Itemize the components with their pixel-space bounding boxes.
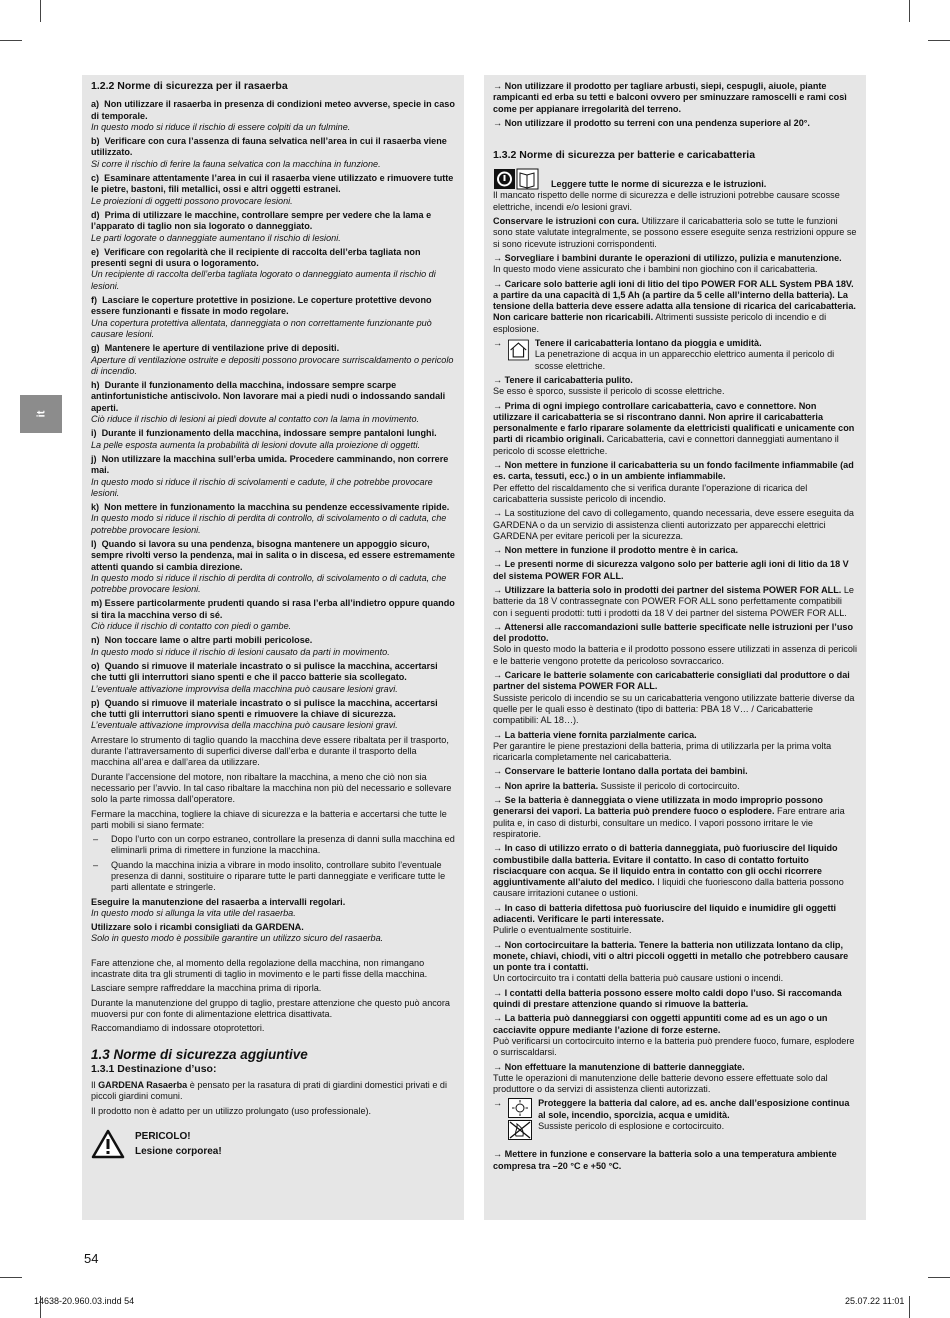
- rule-text: k) Non mettere in funzionamento la macchina su pendenze eccessivamente ripide.: [91, 502, 450, 513]
- crop-mark: [40, 0, 41, 22]
- paragraph: Tutte le operazioni di manutenzione delle batterie devono essere effettuate solo dal produttore o da servizi di assistenza clienti autorizzati.: [493, 1072, 828, 1095]
- rule: Non mettere in funzione il prodotto mentre è in carica.: [504, 545, 739, 556]
- paragraph: Durante la manutenzione del gruppo di taglio, prestare attenzione che questo può ancora muoversi pur con fonte di alimentazione elettrica disattivata.: [91, 997, 450, 1019]
- rule-item: [91, 247, 455, 292]
- rule: Non effettuare la manutenzione di batterie danneggiate.: [504, 1061, 745, 1072]
- text: Il: [91, 1080, 99, 1091]
- rule-note: Le proiezioni di oggetti possono provocare lesioni.: [91, 195, 293, 206]
- danger-label: PERICOLO!: [135, 1130, 191, 1142]
- rule: La batteria viene fornita parzialmente carica.: [504, 729, 697, 740]
- paragraph: Solo in questo modo la batteria e il prodotto possono essere utilizzati in assenza di pericoli e le batterie vengono protette da pericoloso sovraccarico.: [493, 644, 857, 666]
- paragraph: In questo modo viene assicurato che i bambini non giochino con il caricabatteria.: [493, 264, 818, 275]
- rule-item: [91, 343, 455, 377]
- rule-note: Una copertura protettiva allentata, danneggiata o non correttamente funzionante può causare lesioni.: [91, 317, 432, 339]
- dash-item: – Dopo l’urto con un corpo estraneo, controllare la presenza di danni sulla macchina ed eliminarli prima di rimettere in funzione la macchina.: [91, 834, 455, 857]
- paragraph: Se esso è sporco, sussiste il pericolo di scosse elettriche.: [493, 386, 725, 397]
- rule-item: [91, 598, 455, 632]
- rule-text: l) Quando si lavora su una pendenza, bisogna mantenere un appoggio sicuro, sempre rivolti verso la pendenza, mai in salita o in discesa, ed essere estremamente attenti quando si cambia direzione.: [91, 538, 455, 572]
- warning-triangle-icon: [91, 1129, 125, 1159]
- rule-note: La pelle esposta aumenta la probabilità di lesioni dovute alla proiezione di oggetti.: [91, 439, 421, 450]
- rule-item: [91, 295, 455, 340]
- rule-note: In questo modo si riduce il rischio di essere colpiti da un fulmine.: [91, 121, 351, 132]
- rule: Sorvegliare i bambini durante le operazioni di utilizzo, pulizia e manutenzione.: [504, 252, 842, 263]
- paragraph: Pulirle o eventualmente sostituirle.: [493, 925, 632, 936]
- rule-text: e) Verificare con regolarità che il recipiente di raccolta dell’erba tagliata non presenti segni di usura o logoramento.: [91, 246, 421, 269]
- rule-item: [91, 99, 455, 133]
- rule-item: [91, 173, 455, 207]
- intended-use: [91, 1080, 455, 1103]
- rule: Attenersi alle raccomandazioni sulle batterie specificate nelle istruzioni per l’uso del prodotto.: [493, 621, 853, 644]
- rule-note: Un recipiente di raccolta dell’erba tagliata logorato o danneggiato aumenta il rischio di lesioni.: [91, 269, 436, 291]
- rule-text: b) Verificare con cura l’assenza di fauna selvatica nell’area in cui il rasaerba viene utilizzato.: [91, 136, 447, 158]
- rule-text: f) Lasciare le coperture protettive in posizione. Le coperture protettive devono essere funzionanti e fissate in modo regolare.: [91, 295, 432, 317]
- no-fire-icon: [508, 1120, 532, 1140]
- crop-mark: [909, 1296, 910, 1318]
- maintenance-rule: Eseguire la manutenzione del rasaerba a intervalli regolari.: [91, 896, 346, 907]
- paragraph: Un cortocircuito tra i contatti della batteria può causare ustioni o incendi.: [493, 973, 784, 984]
- paragraph: Durante l’accensione del motore, non ribaltare la macchina, a meno che ciò non sia necessario per l’avvio. In tal caso ribaltare la macchina non più del necessario e sollevare solo la parte rimossa dall’operatore.: [91, 771, 452, 805]
- danger-text: Lesione corporea!: [135, 1146, 222, 1158]
- rule-text: g) Mantenere le aperture di ventilazione prive di depositi.: [91, 343, 340, 354]
- read-manual-icon: [493, 168, 539, 190]
- rule-text: d) Prima di utilizzare le macchine, controllare sempre per vedere che la lama e l’apparato di taglio non sia logorato o danneggiato.: [91, 209, 432, 232]
- paragraph: Il prodotto non è adatto per un utilizzo prolungato (uso professionale).: [91, 1105, 372, 1116]
- read-instructions-rule: Leggere tutte le norme di sicurezza e le istruzioni.: [551, 179, 767, 190]
- rule-item: [91, 454, 455, 499]
- rule: Conservare le istruzioni con cura.: [493, 216, 640, 227]
- rule: In caso di batteria difettosa può fuoriuscire del liquido e inumidire gli oggetti adiacenti. Verificare le parti interessate.: [493, 902, 837, 924]
- rule-note: Ciò riduce il rischio di lesioni ai piedi dovute al contatto con la lama in movimento.: [91, 414, 420, 425]
- rule: Tenere il caricabatteria lontano da pioggia e umidità.: [534, 338, 762, 349]
- rule-item: [91, 136, 455, 170]
- rule-text: j) Non utilizzare la macchina sull’erba umida. Procedere camminando, non correre mai.: [91, 453, 449, 476]
- crop-mark: [928, 1277, 950, 1278]
- rule: Le presenti norme di sicurezza valgono solo per batterie agli ioni di litio da 18 V del sistema POWER FOR ALL.: [493, 559, 849, 581]
- section-title: 1.3 Norme di sicurezza aggiuntive: [91, 1046, 308, 1062]
- rule-note: Aperture di ventilazione ostruite e depositi possono provocare surriscaldamento o pericolo di incendio.: [91, 354, 454, 376]
- text: Altrimenti sussiste pericolo di incendio e di esplosione.: [493, 312, 827, 334]
- rule: Utilizzare la batteria solo in prodotti dei partner del sistema POWER FOR ALL.: [504, 584, 842, 595]
- rule: Non utilizzare il prodotto per tagliare arbusti, siepi, cespugli, aiuole, piante rampicanti ed erba su tetti e balconi ovvero per sminuzzare ramoscelli e rami così come per appianare irregolarità del terreno.: [493, 81, 847, 114]
- no-heat-icon: [508, 1098, 532, 1118]
- paragraph: Raccomandiamo di indossare otoprotettori.: [91, 1023, 265, 1034]
- brand-name: GARDENA Rasaerba: [98, 1080, 188, 1091]
- language-tab: [20, 395, 62, 433]
- footer-date: 25.07.22 11:01: [845, 1296, 905, 1306]
- rule-note: In questo modo si riduce il rischio di perdita di controllo, di scivolamento o di caduta, che potrebbe provocare lesioni.: [91, 572, 447, 595]
- text: Sussiste il pericolo di cortocircuito.: [598, 780, 740, 791]
- section-heading: 1.2.2 Norme di sicurezza per il rasaerba: [91, 80, 288, 92]
- paragraph: Fare attenzione che, al momento della regolazione della macchina, non rimangano incastrate dita tra gli strumenti di taglio in movimento e le parti fisse della macchina.: [91, 957, 428, 980]
- rule: Non cortocircuitare la batteria. Tenere la batteria non utilizzata lontano da clip, monete, chiavi, chiodi, viti o altri piccoli oggetti in metallo che potrebbero causare un ponte tra i contatti.: [493, 939, 849, 973]
- rule-text: p) Quando si rimuove il materiale incastrato o si pulisce la macchina, accertarsi che tutti gli interruttori siano spenti e rimuovere la chiave di sicurezza.: [91, 697, 438, 720]
- rule: Non aprire la batteria.: [504, 780, 599, 791]
- paragraph: Per effetto del riscaldamento che si verifica durante l’operazione di ricarica del caricabatteria sussiste pericolo di incendio.: [493, 482, 808, 504]
- rule: Conservare le batterie lontano dalla portata dei bambini.: [504, 766, 748, 777]
- rule-note: L’eventuale attivazione improvvisa della macchina può causare lesioni gravi.: [91, 683, 398, 694]
- dash-item: – Quando la macchina inizia a vibrare in modo insolito, controllare subito l’eventuale presenza di danni, sostituire o riparare tutte le parti danneggiate e verificare tutte le parti allentate e stringerle.: [91, 860, 455, 894]
- rule-note: Le parti logorate o danneggiate aumentano il rischio di lesioni.: [91, 232, 341, 243]
- rule-note: In questo modo si riduce il rischio di scivolamenti e cadute, il che potrebbe provocare lesioni.: [91, 476, 433, 498]
- text: La penetrazione di acqua in un apparecchio elettrico aumenta il pericolo di scosse elettriche.: [534, 349, 835, 371]
- right-column: → Non utilizzare il prodotto per tagliare arbusti, siepi, cespugli, aiuole, piante rampicanti ed erba su tetti e balconi ovvero per sminuzzare ramoscelli e rami così come per appianare irregolarità del terreno. → Non utilizzare il prodotto su terreni con una pendenza superiore al 20°. 1.3.2 Norme di sicurezza per batterie e caricabatteria Leggere tutte le norme di sicurezza e le istruzioni. Il mancato rispetto delle norme di sicurezza e delle istruzioni potrebbe causare scosse elettriche, incendi e/o lesioni gravi. Conservare le istruzioni con cura. Utilizzare il caricabatteria solo se tutte le funzioni sono state valutate integralmente, se possono essere eseguite senza restrizioni oppure se si sono ricevute istruzioni corrispondenti. → Sorvegliare i bambini durante le operazioni di utilizzo, pulizia e manutenzione. In questo modo viene assicurato che i bambini non giochino con il caricabatteria. → Caricare solo batterie agli ioni di litio del tipo POWER FOR ALL System PBA 18V. a partire da una capacità di 1,5 Ah (a partire da 5 celle all’interno della batteria). La tensione della batteria deve essere adatta alla tensione di ricarica del caricabatteria. Non caricare batterie non ricaricabili. Altrimenti sussiste pericolo di incendio e di esplosione. → Tenere il caricabatteria lontano da pioggia e umidità. La penetrazione di acqua in un apparecchio elettrico aumenta il pericolo di scosse elettriche. → Tenere il caricabatteria pulito. Se esso è sporco, sussiste il pericolo di scosse elettriche. → Prima di ogni impiego controllare caricabatteria, cavo e connettore. Non utilizzare il caricabatteria se si riscontrano danni. Non aprire il caricabatteria personalmente e farlo riparare solamente da elettricisti qualificati e unicamente con parti di ricambio originali. Caricabatteria, cavi e connettori danneggiati aumentano il pericolo di scosse elettriche. → Non mettere in funzione il caricabatteria su un fondo facilmente infiammabile (ad es. carta, tessuti, ecc.) o in un ambiente infiammabile. Per effetto del riscaldamento che si verifica durante l’operazione di ricarica del caricabatteria sussiste pericolo di incendio. → La sostituzione del cavo di collegamento, quando necessaria, deve essere eseguita da GARDENA o da un servizio di assistenza clienti autorizzato per apparecchi elettrici GARDENA per evitare pericoli per la sicurezza. → Non mettere in funzione il prodotto mentre è in carica. → Le presenti norme di sicurezza valgono solo per batterie agli ioni di litio da 18 V del sistema POWER FOR ALL. → Utilizzare la batteria solo in prodotti dei partner del sistema POWER FOR ALL. Le batterie da 18 V contrassegnate con POWER FOR ALL sono perfettamente compatibili con i seguenti prodotti: tutti i prodotti da 18 V dei partner del sistema POWER FOR ALL. → Attenersi alle raccomandazioni sulle batterie specificate nelle istruzioni per l’uso del prodotto. Solo in questo modo la batteria e il prodotto possono essere utilizzati in assenza di pericoli e le batterie vengono protette da pericoloso sovraccarico. → Caricare le batterie solamente con caricabatterie consigliati dal produttore o dai partner del sistema POWER FOR ALL. Sussiste pericolo di incendio se su un caricabatteria vengono utilizzate batterie diverse da quelle per le quali esso è destinato (tipo di batteria: PBA 18 V… / Caricabatterie compatibili: AL 18…). → La batteria viene fornita parzialmente carica. Per garantire le piene prestazioni della batteria, prima di utilizzarla per la prima volta ricaricarla completamente nel caricabatteria. → Conservare le batterie lontano dalla portata dei bambini. → Non aprire la batteria. Sussiste il pericolo di cortocircuito. → Se la batteria è danneggiata o viene utilizzata in modo improprio possono generarsi dei vapori. La batteria può prendere fuoco o esplodere. Fare entrare aria pulita e, in caso di disturbi, consultare un medico. I vapori possono irritare le vie respiratorie. → In caso di utilizzo errato o di batteria danneggiata, può fuoriuscire del liquido combustibile dalla batteria. Evitare il contatto. In caso di contatto fortuito risciacquare con acqua. Se il liquido entra in contatto con gli occhi ricorrere aggiuntivamente all’aiuto del medico. I liquidi che fuoriescono dalla batteria possono causare irritazioni cutanee o ustioni. → In caso di batteria difettosa può fuoriuscire del liquido e inumidire gli oggetti adiacenti. Verificare le parti interessate. Pulirle o eventualmente sostituirle. → Non cortocircuitare la batteria. Tenere la batteria non utilizzata lontano da clip, monete, chiavi, chiodi, viti o altri piccoli oggetti in metallo che potrebbero causare un ponte tra i contatti. Un cortocircuito tra i contatti della batteria può causare ustioni o incendi. → I contatti della batteria possono essere molto caldi dopo l’uso. Si raccomanda quindi di prestare attenzione quando si rimuove la batteria. → La batteria può danneggiarsi con oggetti appuntiti come ad es un ago o un cacciavite oppure mediante l’azione di forze esterne. Può verificarsi un cortocircuito interno e la batteria può prendere fuoco, fumare, esplodere o surriscaldarsi. → Non effettuare la manutenzione di batterie danneggiate. Tutte le operazioni di manutenzione delle batterie devono essere effettuate solo dal produttore o da servizi di assistenza clienti autorizzati. → Proteggere la batteria dal calore, ad es. anche dall’esposizione continua al sole, incendio, sporcizia, acqua e umidità. Sussiste pericolo di esplosione e cortocircuito. → Mettere in funzione e conservare la batteria solo a una temperatura ambiente compresa tra –20 °C e +50 °C.: [484, 75, 866, 1220]
- page-number: 54: [84, 1251, 99, 1266]
- crop-mark: [0, 40, 22, 41]
- rule-note: In questo modo si riduce il rischio di perdita di controllo, di scivolamento o di caduta, che potrebbe provocare lesioni.: [91, 513, 447, 535]
- rule-text: a) Non utilizzare il rasaerba in presenza di condizioni meteo avverse, specie in caso di temporale.: [91, 99, 455, 121]
- paragraph: Sussiste pericolo di incendio se su un caricabatteria vengono utilizzate batterie diverse da quelle per le quali esso è destinato (tipo di batteria: PBA 18 V… / Caricabatterie compatibili: AL 18…).: [493, 692, 855, 726]
- spare-parts-note: Solo in questo modo è possibile garantire un utilizzo sicuro del rasaerba.: [91, 933, 384, 944]
- spare-parts-rule: Utilizzare solo i ricambi consigliati da GARDENA.: [91, 922, 304, 933]
- text: è pensato per la rasatura di prati di giardini domestici privati e di piccoli giardini comuni.: [91, 1080, 448, 1102]
- subsection-title: 1.3.2 Norme di sicurezza per batterie e caricabatteria: [493, 149, 756, 162]
- rule: In caso di utilizzo errato o di batteria danneggiata, può fuoriuscire del liquido combustibile dalla batteria. Evitare il contatto. In caso di contatto fortuito risciacquare con acqua. Se il liquido entra in contatto con gli occhi ricorrere aggiuntivamente all’aiuto del medico.: [493, 843, 838, 888]
- rule-item: [91, 698, 455, 732]
- rule-text: m) Essere particolarmente prudenti quando si rasa l’erba all’indietro oppure quando si tira la macchina verso di sé.: [91, 598, 455, 620]
- rule: Non mettere in funzione il caricabatteria su un fondo facilmente infiammabile (ad es. carta, tessuti, ecc.) o in un ambiente infiammabile.: [493, 460, 854, 482]
- rule-list: [91, 99, 455, 731]
- paragraph: Fermare la macchina, togliere la chiave di sicurezza e la batteria e accertarsi che tutte le parti mobili si siano fermate:: [91, 808, 447, 830]
- rule: Prima di ogni impiego controllare caricabatteria, cavo e connettore. Non utilizzare il caricabatteria se si riscontrano danni. Non aprire il caricabatteria personalmente e farlo riparare solamente da elettricisti qualificati e unicamente con parti di ricambio originali.: [493, 400, 855, 445]
- rule-item: [91, 210, 455, 244]
- rule-text: o) Quando si rimuove il materiale incastrato o si pulisce la macchina, accertarsi che tutti gli interruttori siano spenti e che il pacco batterie sia scollegato.: [91, 660, 438, 683]
- rule-item: [91, 539, 455, 595]
- crop-mark: [0, 1277, 22, 1278]
- paragraph: Può verificarsi un cortocircuito interno e la batteria può prendere fuoco, fumare, esplodere o surriscaldarsi.: [493, 1035, 855, 1058]
- rule-item: [91, 428, 455, 451]
- rule-note: In questo modo si riduce il rischio di lesioni causato da parti in movimento.: [91, 646, 390, 657]
- rule-item: [91, 380, 455, 425]
- text: Fare entrare aria pulita e, in caso di disturbi, consultare un medico. I vapori possono irritare le vie respiratorie.: [493, 806, 845, 839]
- rule: Proteggere la batteria dal calore, ad es. anche dall’esposizione continua al sole, incendio, sporcizia, acqua e umidità.: [538, 1098, 850, 1120]
- rule: Caricare le batterie solamente con caricabatterie consigliati dal produttore o dai partner del sistema POWER FOR ALL.: [493, 670, 850, 692]
- rule-text: c) Esaminare attentamente l’area in cui il rasaerba viene utilizzato e rimuovere tutte le pietre, bastoni, fili metallici, ossi e altri oggetti estranei.: [91, 173, 454, 195]
- crop-mark: [909, 0, 910, 22]
- rule-note: L’eventuale attivazione improvvisa della macchina può causare lesioni gravi.: [91, 720, 398, 731]
- language-tab-label: it: [34, 410, 47, 418]
- rule-item: [91, 661, 455, 695]
- rule-note: Si corre il rischio di ferire la fauna selvatica con la macchina in funzione.: [91, 158, 381, 169]
- maintenance-note: In questo modo si allunga la vita utile del rasaerba.: [91, 907, 296, 918]
- text: La sostituzione del cavo di collegamento, quando necessaria, deve essere eseguita da GARDENA o da un servizio di assistenza clienti autorizzato per apparecchi elettrici GARDENA per evitare pericoli per la sicurezza.: [493, 508, 854, 541]
- text: Le batterie da 18 V contrassegnate con POWER FOR ALL sono perfettamente compatibili con i seguenti prodotti: tutti i prodotti da 18 V dei partner del sistema POWER FOR ALL.: [493, 584, 854, 618]
- rule-item: [91, 502, 455, 536]
- rule: La batteria può danneggiarsi con oggetti appuntiti come ad es un ago o un cacciavite oppure mediante l’azione di forze esterne.: [493, 1013, 828, 1035]
- rule: Tenere il caricabatteria pulito.: [504, 374, 633, 385]
- rule: Caricare solo batterie agli ioni di litio del tipo POWER FOR ALL System PBA 18V. a partire da una capacità di 1,5 Ah (a partire da 5 celle all’interno della batteria). La tensione della batteria deve essere adatta alla tensione di ricarica del caricabatteria. Non caricare batterie non ricaricabili.: [493, 278, 856, 323]
- paragraph: Lasciare sempre raffreddare la macchina prima di riporla.: [91, 983, 322, 994]
- rule-note: Ciò riduce il rischio di contatto con piedi o gambe.: [91, 621, 292, 632]
- rule: Non utilizzare il prodotto su terreni con una pendenza superiore al 20°.: [504, 117, 810, 128]
- footer-filename: 14638-20.960.03.indd 54: [34, 1296, 135, 1306]
- text: Sussiste pericolo di esplosione e cortocircuito.: [538, 1121, 725, 1132]
- rule-item: [91, 635, 455, 658]
- rule-text: n) Non toccare lame o altre parti mobili pericolose.: [91, 635, 313, 646]
- indoor-use-icon: [508, 338, 529, 362]
- rule-text: i) Durante il funzionamento della macchina, indossare sempre pantaloni lunghi.: [91, 428, 437, 439]
- danger-warning: [91, 1129, 455, 1159]
- text: Utilizzare il caricabatteria solo se tutte le funzioni sono state valutate integralmente, se possono essere eseguite senza restrizioni oppure se si sono ricevute istruzioni corrispondenti.: [493, 216, 857, 249]
- text: Caricabatteria, cavi e connettori danneggiati aumentano il pericolo di scosse elettriche.: [493, 434, 839, 456]
- rule-text: h) Durante il funzionamento della macchina, indossare sempre scarpe antinfortunistiche antiscivolo. Non lavorare mai a piedi nudi o indossando sandali aperti.: [91, 380, 446, 413]
- left-column: [82, 75, 464, 1220]
- subsection-title: 1.3.1 Destinazione d’uso:: [91, 1062, 217, 1075]
- text: I liquidi che fuoriescono dalla batteria possono causare irritazioni cutanee o ustioni.: [493, 877, 844, 899]
- rule: I contatti della batteria possono essere molto caldi dopo l’uso. Si raccomanda quindi di prestare attenzione quando si rimuove la batteria.: [493, 987, 842, 1010]
- crop-mark: [928, 40, 950, 41]
- paragraph: Il mancato rispetto delle norme di sicurezza e delle istruzioni potrebbe causare scosse elettriche, incendi e/o lesioni gravi.: [493, 190, 840, 212]
- rule: Se la batteria è danneggiata o viene utilizzata in modo improprio possono generarsi dei vapori. La batteria può prendere fuoco o esplodere.: [493, 795, 823, 817]
- paragraph: Arrestare lo strumento di taglio quando la macchina deve essere ribaltata per il trasporto, durante l’attraversamento di superfici diverse dall’erba e durante il trasporto della macchina all’area e dall’area da utilizzare.: [91, 734, 449, 768]
- paragraph: Per garantire le piene prestazioni della batteria, prima di utilizzarla per la prima volta ricaricarla completamente nel caricabatteria.: [493, 740, 832, 763]
- rule: Mettere in funzione e conservare la batteria solo a una temperatura ambiente compresa tra –20 °C e +50 °C.: [493, 1149, 837, 1171]
